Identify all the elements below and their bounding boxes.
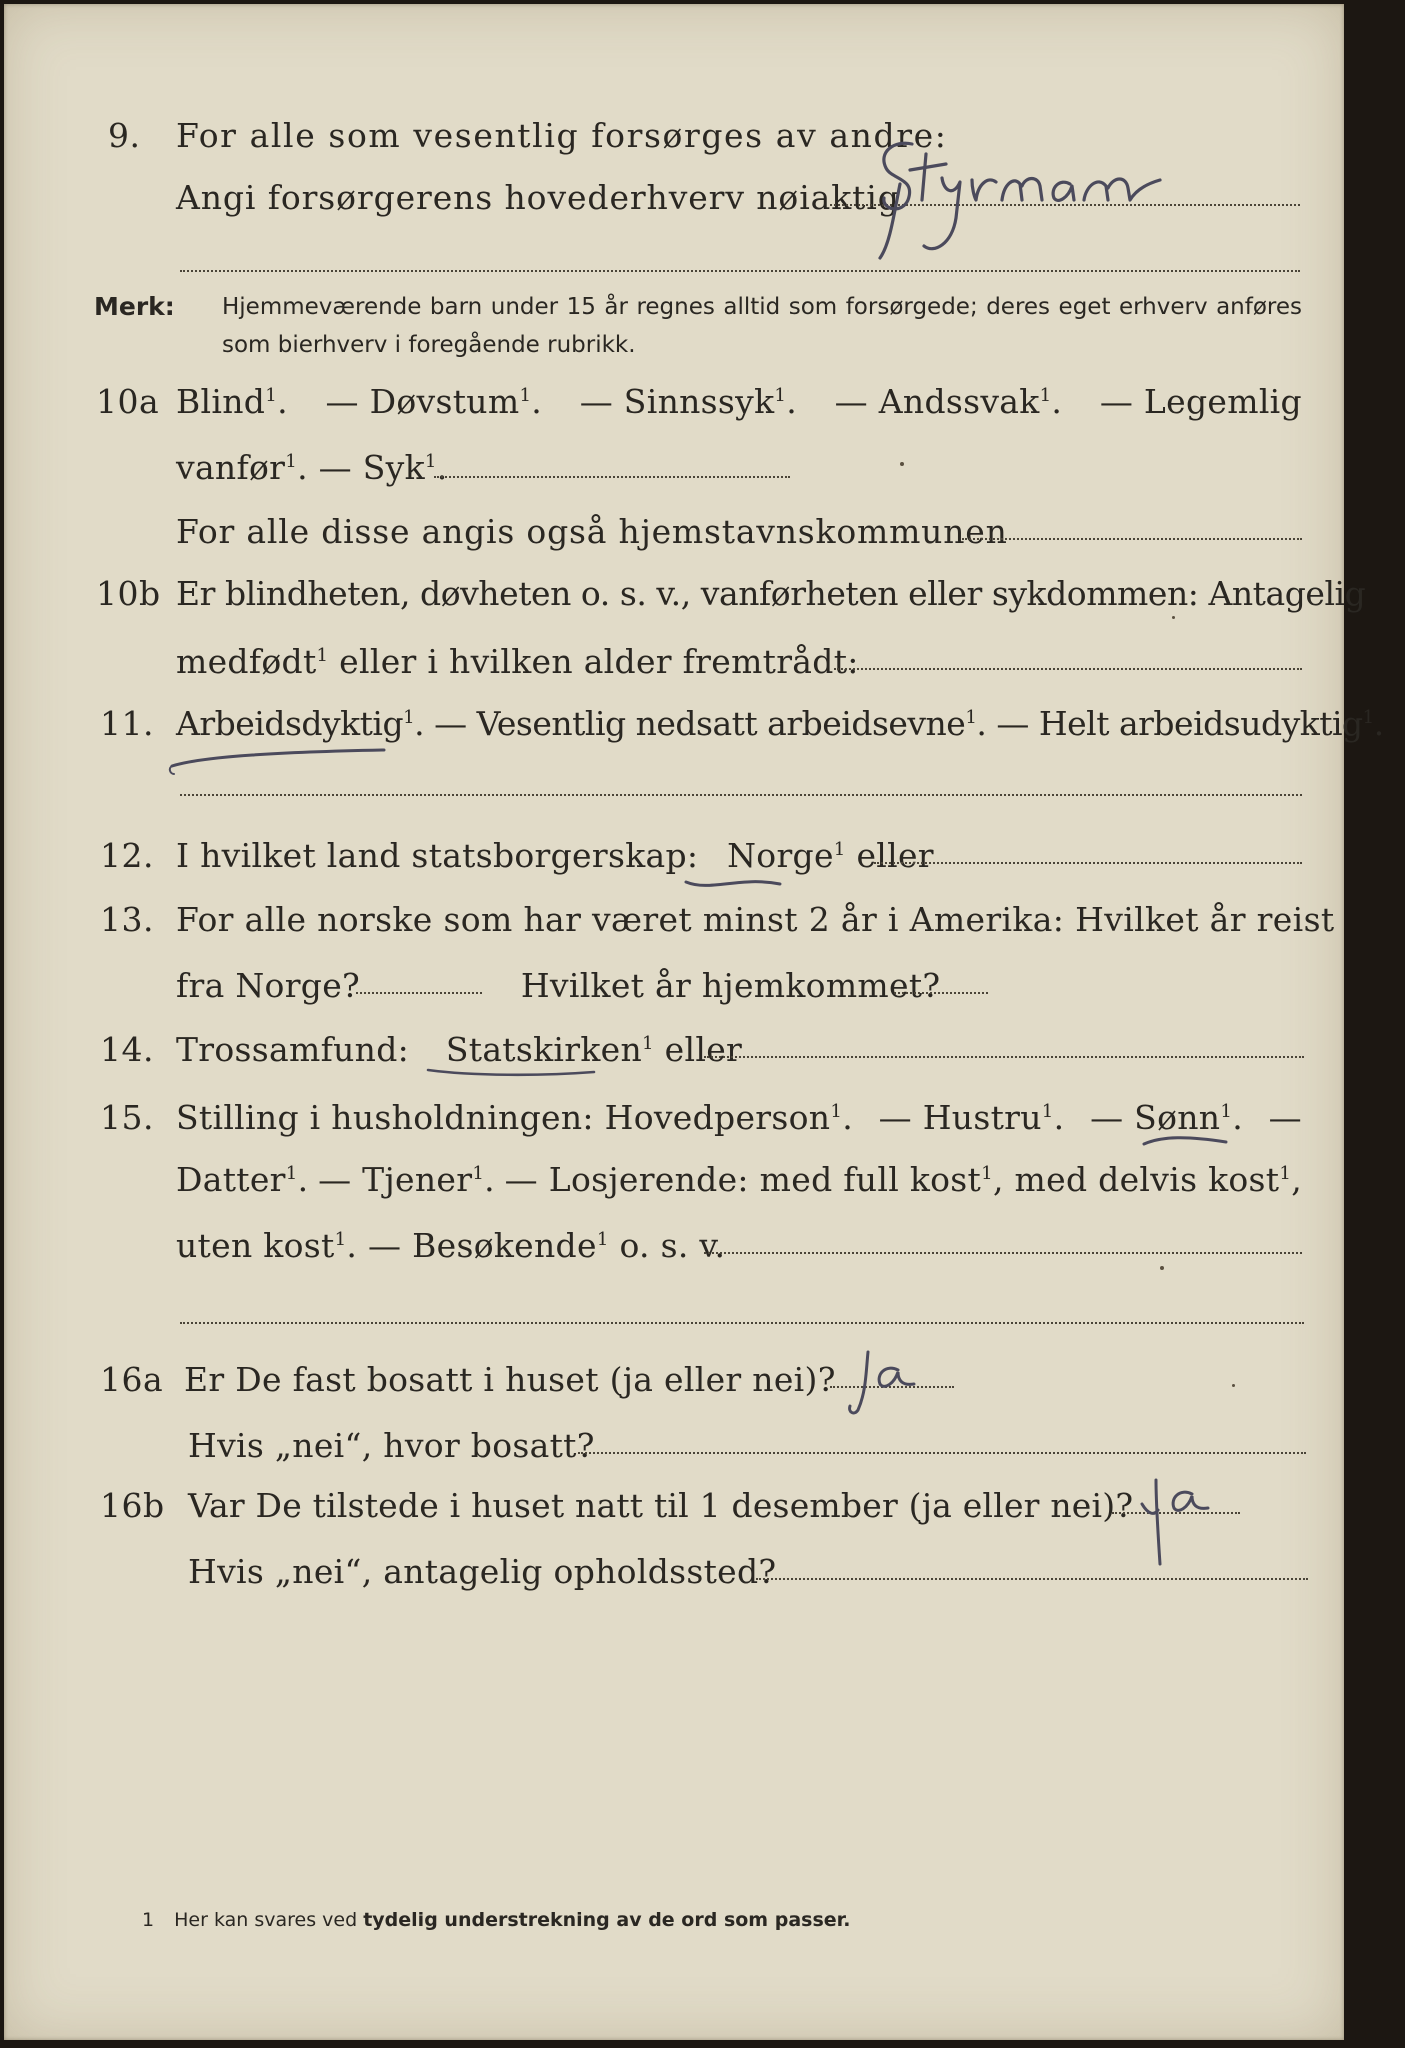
q10a-andssvak: — Andssvak	[834, 382, 1040, 421]
q15-extra-line	[180, 1322, 1304, 1324]
q10a-row-1	[4, 382, 1344, 422]
q16a-bosatt-line	[578, 1452, 1306, 1454]
q9-number: 9.	[108, 116, 141, 155]
q10b-alder: eller i hvilken alder fremtrådt:	[339, 642, 859, 681]
q14-handwritten-underline	[422, 1064, 602, 1084]
q11-line: Arbeidsdyktig$^1$. — Vesentlig nedsatt arbeidsevne$^1$. — Helt arbeidsudyktig$^1$.	[176, 704, 1384, 743]
q11-arbeidsdyktig: Arbeidsdyktig	[176, 704, 404, 743]
paper-speck	[1232, 1384, 1235, 1387]
q15-hustru: — Hustru	[878, 1098, 1042, 1137]
q12-answer-line	[874, 862, 1302, 864]
paper-speck	[900, 462, 904, 466]
q16b-line-2: Hvis „nei“, antagelig opholdssted?	[188, 1552, 777, 1591]
q15-number: 15.	[100, 1098, 154, 1137]
q10b-number: 10b	[96, 574, 161, 613]
paper-speck	[1172, 616, 1175, 619]
q15-row-3	[4, 1226, 1344, 1266]
footnote-marker: 1	[142, 1909, 155, 1931]
q12-norge: Norge	[727, 836, 834, 875]
q16a-line-1: Er De fast bosatt i huset (ja eller nei)?	[184, 1360, 836, 1399]
q15-delvis-kost: , med delvis kost	[992, 1160, 1280, 1199]
q16b-line-1: Var De tilstede i huset natt til 1 desember (ja eller nei)?	[188, 1486, 1134, 1525]
q15-tjener: — Tjener	[318, 1160, 473, 1199]
q10a-sinnssyk: — Sinnssyk	[579, 382, 775, 421]
q15-osv: o. s. v.	[619, 1226, 726, 1265]
q10a-line-2: vanfør$^1$. — Syk$^1$.	[176, 448, 448, 487]
q15-datter: Datter	[176, 1160, 286, 1199]
q15-uten-kost: uten kost	[176, 1226, 335, 1265]
q16a-line-2: Hvis „nei“, hvor bosatt?	[188, 1426, 595, 1465]
q14-answer-line	[704, 1056, 1304, 1058]
q15-row-2	[4, 1160, 1344, 1200]
q14-row	[4, 1030, 1344, 1070]
q13-row-2	[4, 966, 1344, 1006]
merk-label: Merk:	[94, 292, 175, 321]
q10a-dovstum: — Døvstum	[325, 382, 520, 421]
q10a-line-3: For alle disse angis også hjemstavnskommunen	[176, 512, 1008, 551]
q16a-handwritten-answer	[844, 1348, 924, 1418]
q15-line-3: uten kost$^1$. — Besøkende$^1$ o. s. v.	[176, 1226, 726, 1265]
q10a-row-3	[4, 512, 1344, 552]
q12-line: I hvilket land statsborgerskap: Norge$^1$ eller	[176, 836, 934, 875]
q14-number: 14.	[100, 1030, 154, 1069]
q15-besokende: — Besøkende	[368, 1226, 597, 1265]
q16a-row-1	[4, 1360, 1344, 1400]
q10b-answer-line	[834, 668, 1302, 670]
q11-row	[4, 704, 1384, 744]
q13-hjemkommet: Hvilket år hjemkommet?	[520, 966, 941, 1005]
q10a-hjemstavn-line	[962, 538, 1302, 540]
q15-hovedperson: Stilling i husholdningen: Hovedperson	[176, 1098, 831, 1137]
q15-line-1: Stilling i husholdningen: Hovedperson$^1$. — Hustru$^1$. — Sønn$^1$. —	[176, 1098, 1302, 1137]
q11-extra-line	[180, 794, 1302, 796]
q10b-row-1	[4, 574, 1366, 614]
footnote-text-b: tydelig understrekning av de ord som passer.	[363, 1909, 851, 1931]
q9-line-2: Angi forsørgerens hovederhverv nøiaktig	[176, 178, 900, 217]
q9-handwritten-answer	[864, 134, 1194, 264]
q10b-row-2	[4, 642, 1344, 682]
q10a-syk-line	[434, 476, 790, 478]
q13-line-1: For alle norske som har været minst 2 år i Amerika: Hvilket år reist	[176, 900, 1335, 939]
q11-udyktig: — Helt arbeidsudyktig	[996, 704, 1363, 743]
q16b-row-2	[4, 1552, 1344, 1592]
q11-nedsatt: — Vesentlig nedsatt arbeidsevne	[434, 704, 966, 743]
q15-answer-line	[704, 1252, 1302, 1254]
q10b-line-2: medfødt$^1$ eller i hvilken alder fremtrådt:	[176, 642, 859, 681]
q13-line-2	[176, 966, 940, 1006]
q10a-vanfor: vanfør	[176, 448, 286, 487]
q12-eller: eller	[856, 836, 934, 875]
q15-comma: ,	[1291, 1160, 1302, 1199]
paper-speck	[1160, 1266, 1164, 1270]
q10a-syk: — Syk	[318, 448, 425, 487]
q14-question: Trossamfund:	[176, 1030, 410, 1069]
q13-row-1	[4, 900, 1344, 940]
q9-extra-line	[180, 270, 1300, 272]
q12-number: 12.	[100, 836, 154, 875]
q16b-opholdssted-line	[756, 1578, 1308, 1580]
q13-hjemkommet-line	[894, 992, 988, 994]
q15-dash: —	[1268, 1098, 1302, 1137]
q15-handwritten-underline	[1138, 1132, 1234, 1154]
q10a-row-2	[4, 448, 1344, 488]
q15-full-kost: — Losjerende: med full kost	[504, 1160, 982, 1199]
q12-row	[4, 836, 1344, 876]
q13-number: 13.	[100, 900, 154, 939]
q12-handwritten-underline	[680, 872, 790, 896]
q13-reist: fra Norge?	[176, 966, 361, 1005]
q16b-number: 16b	[100, 1486, 165, 1525]
q11-number: 11.	[100, 704, 154, 743]
q10b-medfodt: medfødt	[176, 642, 317, 681]
q10a-line-1: Blind$^1$. — Døvstum$^1$. — Sinnssyk$^1$. — Andssvak$^1$. — Legemlig	[176, 382, 1302, 421]
q14-statskirken: Statskirken	[445, 1030, 643, 1069]
q14-eller: eller	[664, 1030, 743, 1069]
q11-handwritten-underline	[164, 740, 404, 780]
q14-line: Trossamfund: Statskirken$^1$ eller	[176, 1030, 743, 1069]
q15-sonn: — Sønn	[1090, 1098, 1221, 1137]
q16a-row-2	[4, 1426, 1344, 1466]
census-form-page	[4, 4, 1384, 2040]
q16a-number: 16a	[100, 1360, 164, 1399]
q9-line-1: For alle som vesentlig forsørges av andre:	[176, 116, 948, 155]
q10b-line-1: Er blindheten, døvheten o. s. v., vanførheten eller sykdommen: Antagelig	[176, 574, 1366, 613]
footnote-text-a: Her kan svares ved	[174, 1909, 358, 1931]
q10a-legemlig: — Legemlig	[1099, 382, 1302, 421]
q10a-number: 10a	[96, 382, 160, 421]
q15-line-2: Datter$^1$. — Tjener$^1$. — Losjerende: med full kost$^1$, med delvis kost$^1$,	[176, 1160, 1302, 1199]
q13-reist-line	[356, 992, 482, 994]
q10a-blind: Blind	[176, 382, 266, 421]
q12-question: I hvilket land statsborgerskap:	[176, 836, 699, 875]
merk-text: Hjemmeværende barn under 15 år regnes alltid som forsørgede; deres eget erhverv anføres som bierhverv i foregående rubrikk.	[222, 294, 1302, 358]
footnote	[142, 1908, 851, 1932]
